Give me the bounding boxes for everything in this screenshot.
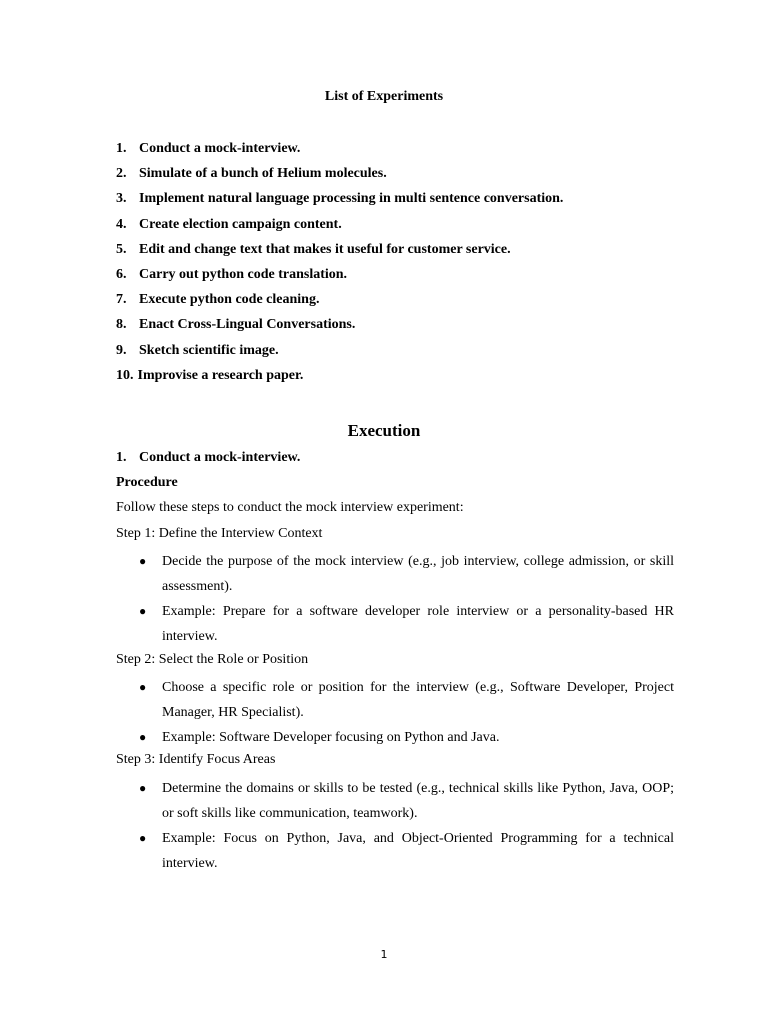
execution-section: [116, 448, 674, 876]
step-title: Step 3: Identify Focus Areas: [116, 752, 276, 768]
item-number: 4.: [116, 216, 127, 232]
list-item: [116, 139, 696, 164]
list-item: [116, 164, 696, 189]
list-item: [116, 315, 696, 340]
item-text: Conduct a mock-interview.: [139, 141, 301, 156]
item-text: Simulate of a bunch of Helium molecules.: [139, 166, 387, 182]
bullet-icon: ●: [139, 604, 147, 619]
list-item: [116, 366, 696, 391]
bullet-text: Choose a specific role or position for the interview (e.g., Software Developer, Project Manager, HR Specialist).: [162, 679, 674, 720]
bullet-text: Decide the purpose of the mock interview (e.g., job interview, college admission, or skill assessment).: [162, 553, 674, 594]
item-number: 6.: [116, 266, 127, 282]
item-number: 9.: [116, 342, 127, 358]
item-number: 7.: [116, 292, 127, 308]
item-text: Improvise a research paper.: [137, 367, 304, 383]
experiments-list: [116, 139, 696, 391]
bullet-text: Example: Software Developer focusing on Python and Java.: [162, 730, 500, 746]
bullet-icon: ●: [139, 553, 147, 568]
procedure-label: Procedure: [116, 475, 178, 491]
list-item: [116, 290, 696, 315]
procedure-intro: Follow these steps to conduct the mock interview experiment:: [116, 500, 464, 516]
item-text: Conduct a mock-interview.: [139, 450, 301, 465]
item-text: Carry out python code translation.: [139, 266, 348, 282]
bullet-icon: ●: [139, 679, 147, 694]
execution-heading: Execution: [347, 421, 421, 440]
item-number: 5.: [116, 241, 127, 257]
item-number: 10.: [116, 367, 134, 383]
step-title: Step 1: Define the Interview Context: [116, 525, 323, 541]
item-number: 1.: [116, 141, 127, 156]
item-text: Create election campaign content.: [139, 216, 342, 232]
execution-item-title: [116, 448, 674, 473]
item-text: Implement natural language processing in multi sentence conversation.: [139, 191, 564, 207]
bullet-icon: ●: [139, 830, 147, 845]
bullet-item: [116, 826, 674, 876]
item-text: Sketch scientific image.: [139, 342, 279, 358]
list-item: [116, 265, 696, 290]
item-text: Enact Cross-Lingual Conversations.: [139, 317, 356, 333]
item-text: Edit and change text that makes it useful for customer service.: [139, 241, 511, 257]
bullet-item: [116, 776, 674, 826]
step-title: Step 2: Select the Role or Position: [116, 651, 309, 667]
item-number: 1.: [116, 450, 127, 465]
bullet-item: [116, 549, 674, 599]
bullet-item: [116, 675, 674, 725]
list-item: [116, 240, 696, 265]
bullet-text: Example: Focus on Python, Java, and Object-Oriented Programming for a technical interview.: [162, 830, 674, 872]
bullet-item: [116, 725, 674, 750]
bullet-text: Example: Prepare for a software developer role interview or a personality-based HR interview.: [162, 604, 674, 645]
list-item: [116, 341, 696, 366]
item-text: Execute python code cleaning.: [139, 292, 320, 308]
list-item: [116, 189, 696, 214]
page-number: 1: [380, 948, 388, 961]
item-number: 3.: [116, 191, 127, 207]
bullet-text: Determine the domains or skills to be tested (e.g., technical skills like Python, Java, OOP; or soft skills like communication, teamwork).: [162, 780, 674, 821]
item-number: 2.: [116, 166, 127, 182]
item-number: 8.: [116, 317, 127, 333]
list-item: [116, 215, 696, 240]
bullet-item: [116, 599, 674, 649]
bullet-icon: ●: [139, 780, 147, 795]
document-title: List of Experiments: [324, 89, 444, 104]
bullet-icon: ●: [139, 730, 147, 745]
